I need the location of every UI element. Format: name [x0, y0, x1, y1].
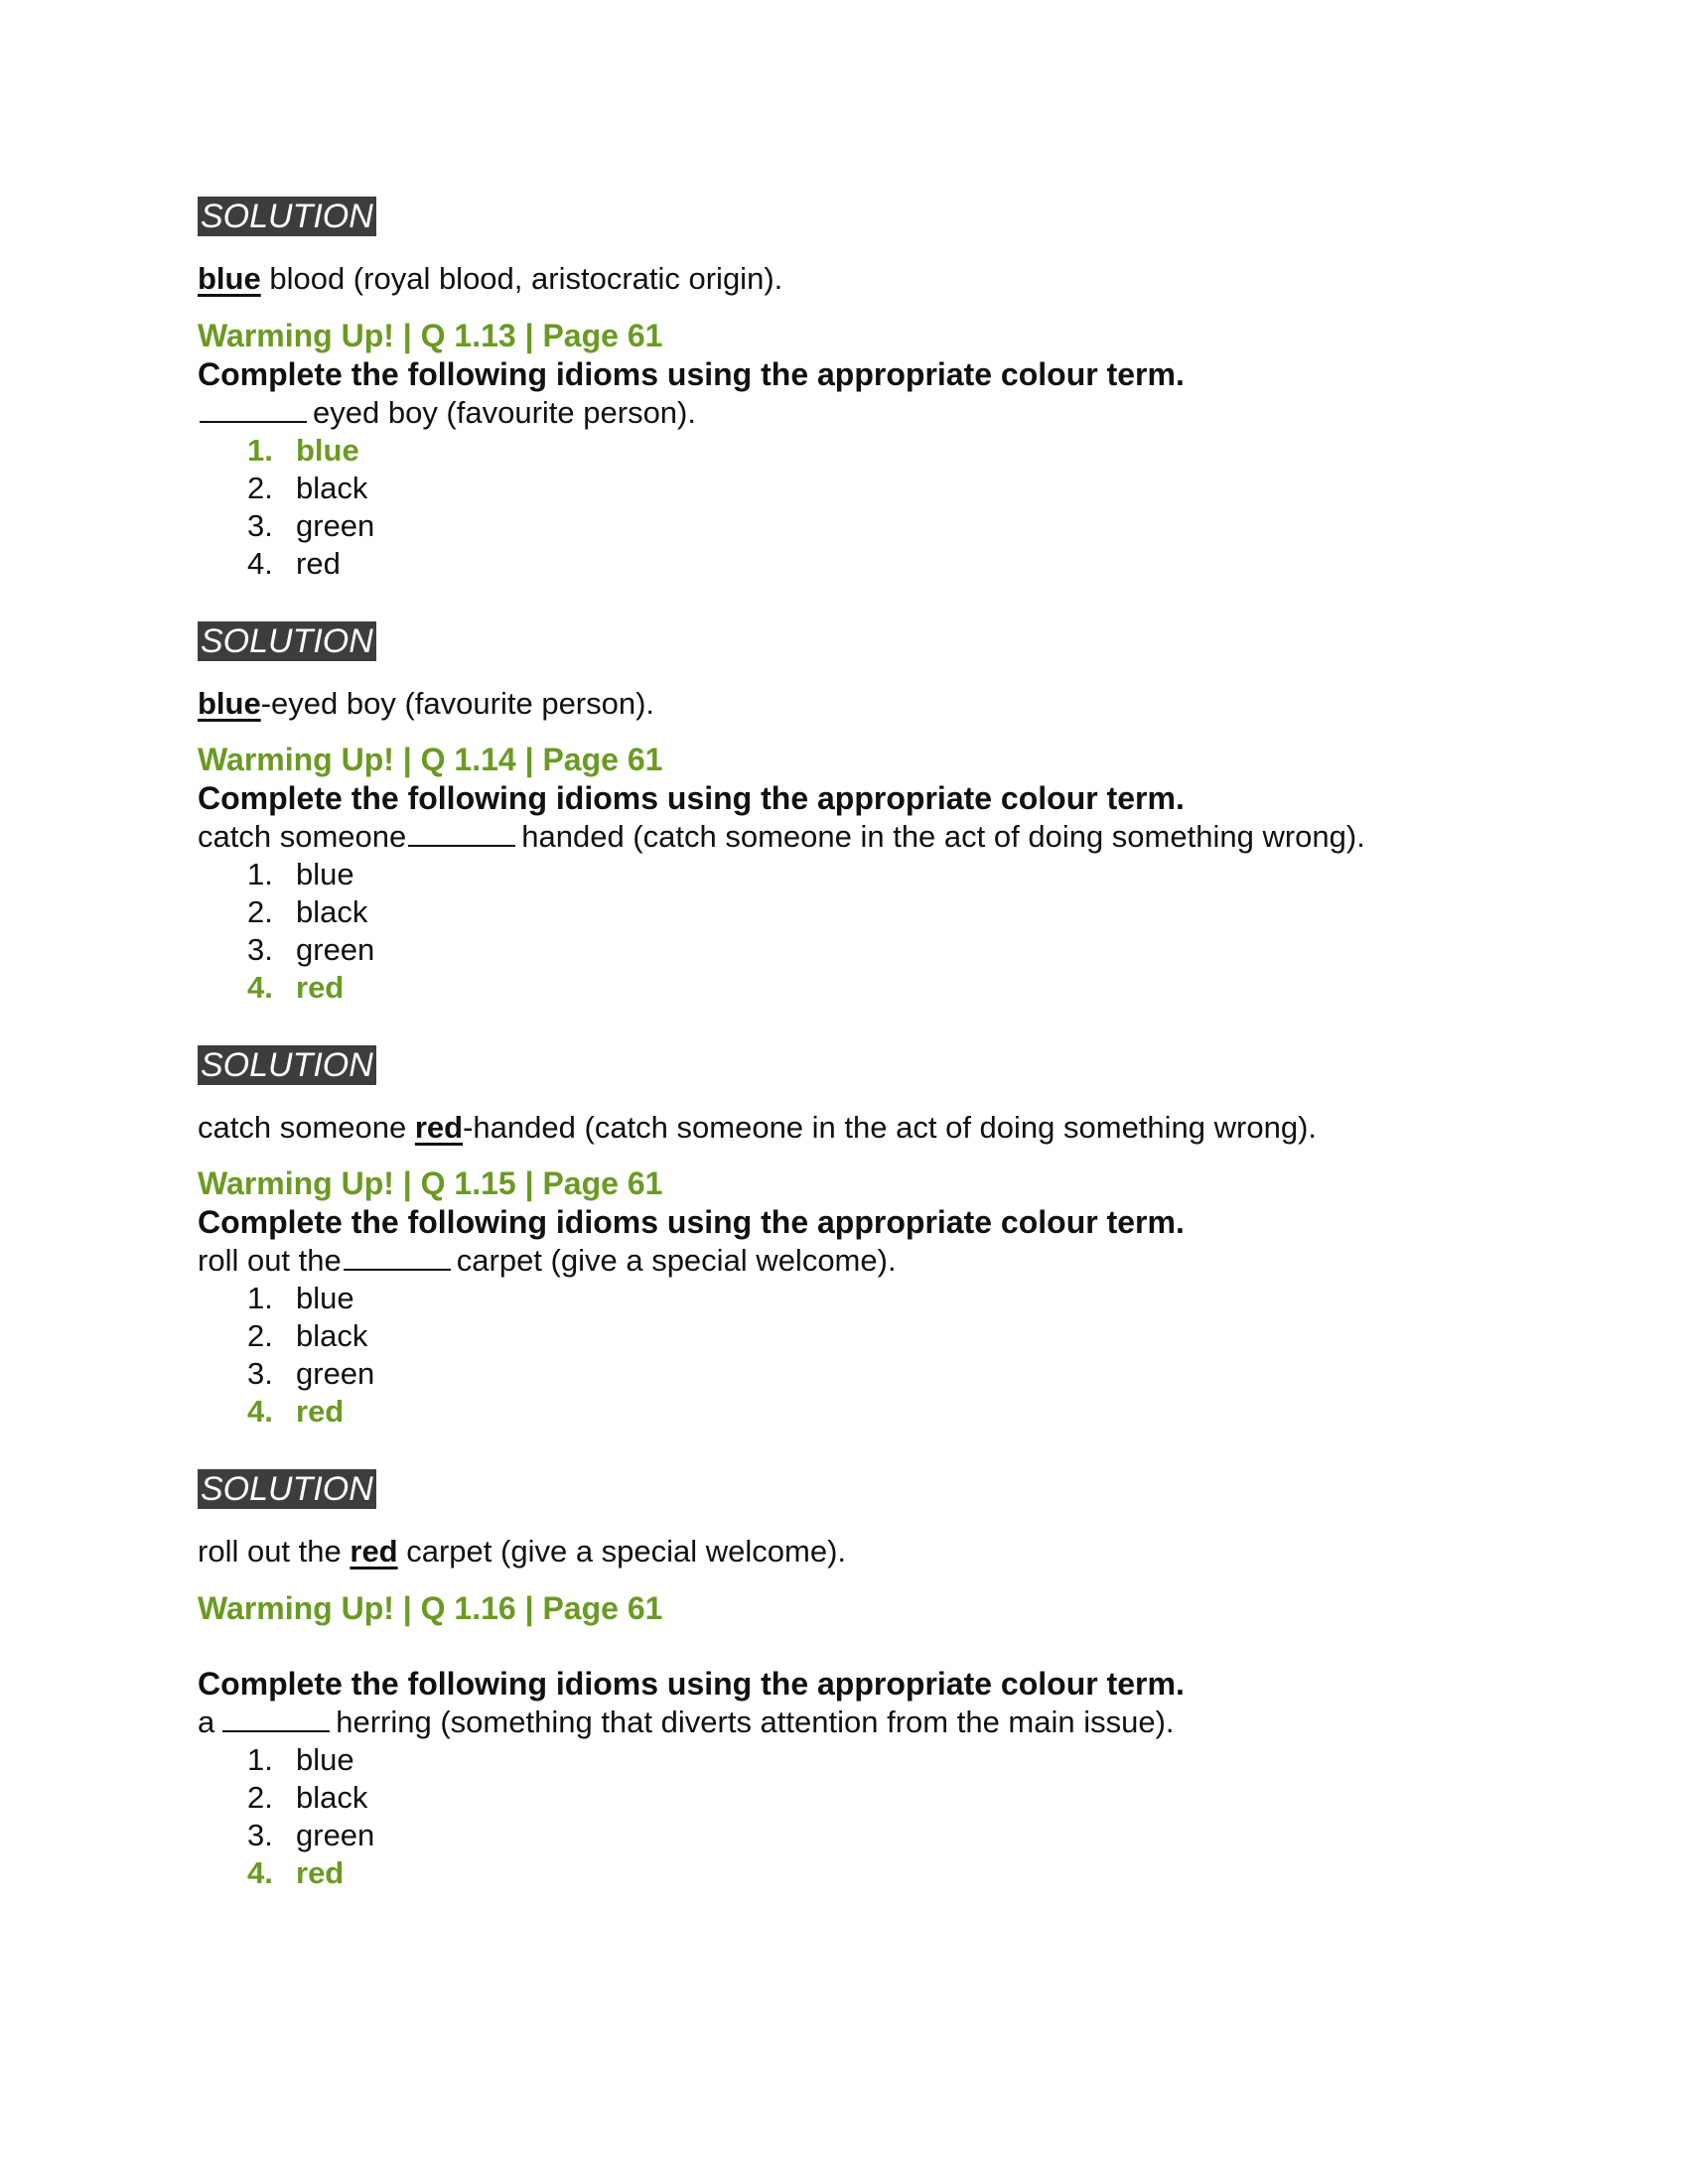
option-label: blue	[296, 433, 359, 468]
option-label: black	[296, 1318, 368, 1353]
question-heading: Warming Up! | Q 1.16 | Page 61	[198, 1590, 663, 1626]
answer-blank	[344, 1241, 451, 1271]
option-label: red	[296, 546, 341, 581]
option-item	[247, 432, 1488, 470]
option-item	[247, 1317, 1488, 1355]
solution-answer: blue	[198, 261, 261, 296]
solution-text	[198, 1533, 846, 1570]
solution-before: roll out the	[198, 1534, 351, 1569]
options-list	[198, 1280, 1488, 1431]
option-number: 3.	[247, 1818, 273, 1852]
stem-after: handed (catch someone in the act of doing something wrong).	[521, 819, 1365, 854]
question-block	[198, 1588, 1488, 1628]
option-number: 4.	[247, 546, 273, 581]
option-item	[247, 1779, 1488, 1817]
stem-before: a	[198, 1705, 215, 1739]
option-label: green	[296, 508, 375, 543]
solution-rest: carpet (give a special welcome).	[397, 1534, 847, 1569]
question-instruction: Complete the following idioms using the appropriate colour term.	[198, 780, 1185, 816]
question-stem	[198, 817, 1488, 856]
question-heading: Warming Up! | Q 1.14 | Page 61	[198, 742, 663, 777]
option-number: 3.	[247, 508, 273, 543]
option-label: red	[296, 1855, 345, 1890]
solution-label: SOLUTION	[198, 1045, 376, 1085]
stem-before: catch someone	[198, 819, 407, 854]
option-label: black	[296, 894, 368, 929]
option-item	[247, 1741, 1488, 1779]
option-number: 4.	[247, 970, 273, 1005]
solution-text	[198, 685, 654, 723]
question-block	[198, 1163, 1488, 1431]
option-item	[247, 1355, 1488, 1393]
answer-blank	[408, 817, 515, 847]
option-item	[247, 507, 1488, 545]
stem-before: roll out the	[198, 1243, 342, 1278]
solution-answer: blue	[198, 686, 261, 721]
options-list	[198, 856, 1488, 1007]
solution-rest: -handed (catch someone in the act of doing something wrong).	[463, 1110, 1318, 1145]
answer-blank	[200, 393, 307, 423]
option-item	[247, 545, 1488, 583]
solution-text	[198, 260, 782, 298]
solution-rest: -eyed boy (favourite person).	[260, 686, 655, 721]
option-number: 2.	[247, 1318, 273, 1353]
option-number: 1.	[247, 1742, 273, 1777]
solution-rest: blood (royal blood, aristocratic origin).	[260, 261, 783, 296]
option-item	[247, 969, 1488, 1007]
option-label: green	[296, 932, 375, 967]
question-stem	[198, 1703, 1488, 1741]
option-number: 3.	[247, 1356, 273, 1391]
options-list	[198, 1741, 1488, 1892]
option-item	[247, 1393, 1488, 1431]
option-item	[247, 470, 1488, 507]
option-number: 4.	[247, 1855, 273, 1890]
solution-text	[198, 1109, 1317, 1147]
question-heading: Warming Up! | Q 1.13 | Page 61	[198, 318, 663, 353]
option-number: 2.	[247, 471, 273, 505]
options-list	[198, 432, 1488, 583]
solution-label: SOLUTION	[198, 1469, 376, 1509]
solution-answer: red	[414, 1110, 464, 1145]
option-item	[247, 1854, 1488, 1892]
option-number: 3.	[247, 932, 273, 967]
question-stem	[198, 393, 1488, 432]
option-label: green	[296, 1356, 375, 1391]
option-label: black	[296, 471, 368, 505]
option-number: 1.	[247, 857, 273, 891]
option-number: 2.	[247, 1780, 273, 1815]
question-block-body	[198, 1665, 1488, 1892]
question-instruction: Complete the following idioms using the appropriate colour term.	[198, 1204, 1185, 1240]
option-label: blue	[296, 1742, 354, 1777]
stem-after: eyed boy (favourite person).	[313, 395, 696, 430]
option-number: 4.	[247, 1394, 273, 1429]
option-label: red	[296, 1394, 345, 1429]
option-number: 2.	[247, 894, 273, 929]
option-label: green	[296, 1818, 375, 1852]
solution-answer: red	[350, 1534, 398, 1569]
question-instruction: Complete the following idioms using the appropriate colour term.	[198, 1666, 1185, 1702]
stem-after: herring (something that diverts attention from the main issue).	[336, 1705, 1175, 1739]
option-label: black	[296, 1780, 368, 1815]
question-block	[198, 740, 1488, 1007]
stem-after: carpet (give a special welcome).	[456, 1243, 897, 1278]
option-item	[247, 1817, 1488, 1854]
answer-blank	[222, 1703, 330, 1732]
solution-before: catch someone	[198, 1110, 415, 1145]
option-item	[247, 931, 1488, 969]
solution-label: SOLUTION	[198, 197, 376, 236]
question-instruction: Complete the following idioms using the appropriate colour term.	[198, 356, 1185, 392]
question-stem	[198, 1241, 1488, 1280]
option-item	[247, 1280, 1488, 1317]
option-label: blue	[296, 857, 354, 891]
question-block	[198, 316, 1488, 583]
option-item	[247, 856, 1488, 893]
option-label: red	[296, 970, 345, 1005]
option-item	[247, 893, 1488, 931]
option-number: 1.	[247, 1281, 273, 1315]
option-label: blue	[296, 1281, 354, 1315]
question-heading: Warming Up! | Q 1.15 | Page 61	[198, 1165, 663, 1201]
option-number: 1.	[247, 433, 273, 468]
solution-label: SOLUTION	[198, 621, 376, 661]
